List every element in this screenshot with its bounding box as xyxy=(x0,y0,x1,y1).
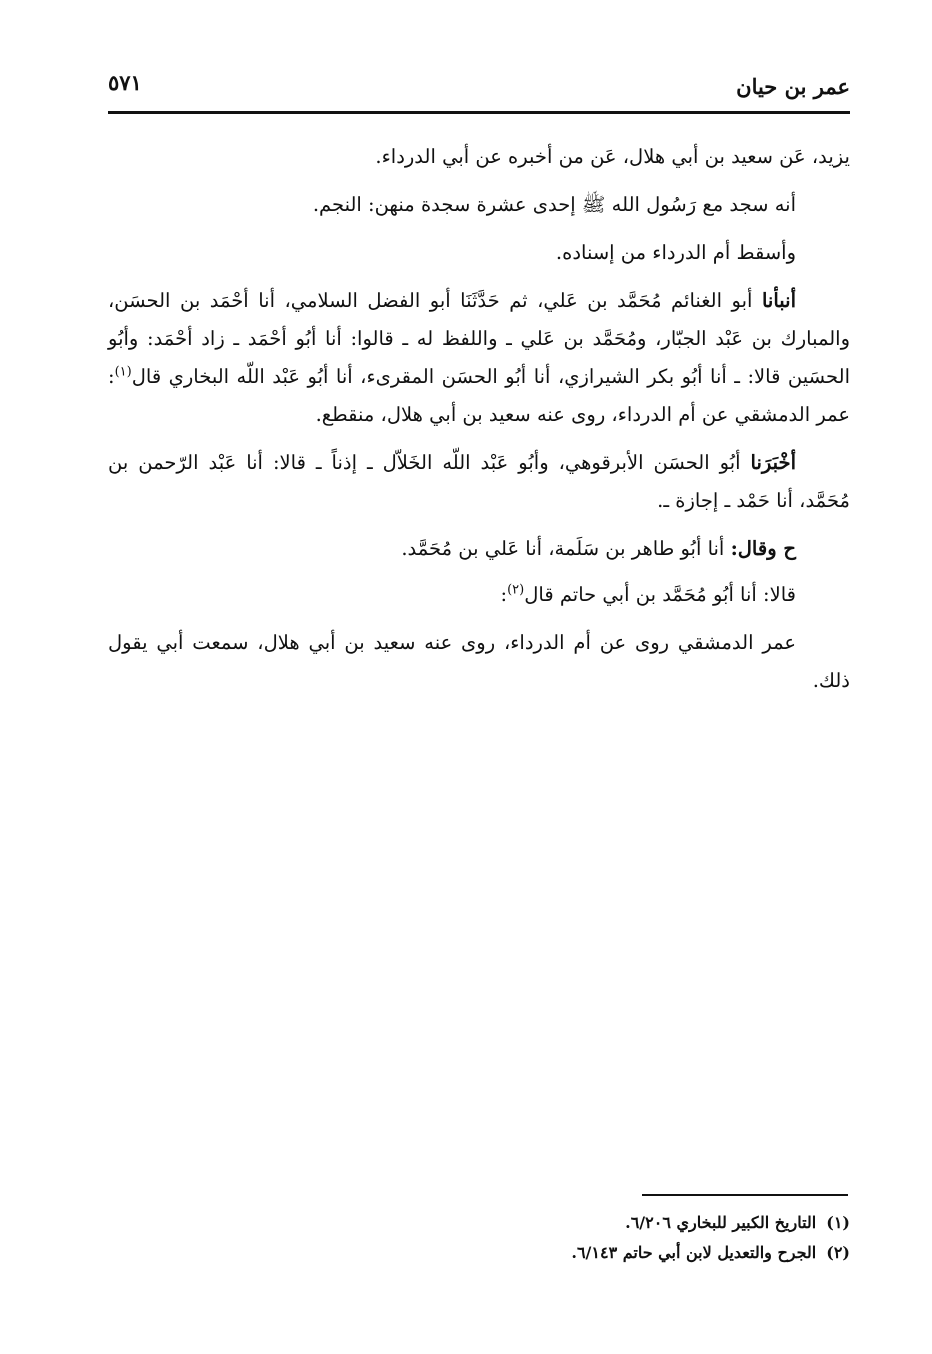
paragraph-4-tail: : عمر الدمشقي عن أم الدرداء، روى عنه سعيد بن أبي هلال، منقطع. xyxy=(108,365,850,426)
footnote-ref-1: (١) xyxy=(114,364,132,380)
paragraph-1: يزيد، عَن سعيد بن أبي هلال، عَن من أخبره عن أبي الدرداء. xyxy=(375,145,850,168)
paragraph-8: عمر الدمشقي روى عن أم الدرداء، روى عنه سعيد بن أبي هلال، سمعت أبي يقول ذلك. xyxy=(108,631,850,692)
paragraph-2: أنه سجد مع رَسُول الله ﷺ إحدى عشرة سجدة منهن: النجم. xyxy=(312,193,796,216)
footnote-number: (٢) xyxy=(826,1243,850,1262)
footnote-2 xyxy=(108,1238,850,1268)
isnad-keyword: أنبأنا xyxy=(761,289,796,312)
isnad-keyword: ح وقال: xyxy=(730,537,796,560)
header-rule xyxy=(108,111,850,114)
paragraph-4-text: أبو الغنائم مُحَمَّد بن عَلي، ثم حَدَّثَنَا أبو الفضل السلامي، أنا أحْمَد بن الحسَن، والمبارك بن عَبْد الجبّار، ومُحَمَّد بن عَلي ـ واللفظ له ـ قالوا: أنا أبُو أحْمَد ـ زاد أحْمَد: وأبُو الحسَين قالا: ـ أنا أبُو بكر الشيرازي، أنا أبُو الحسَن المقرىء، أنا أبُو عَبْد اللّه البخاري قال xyxy=(108,289,850,388)
footnote-1 xyxy=(108,1208,850,1238)
footnote-rule xyxy=(642,1194,848,1196)
paragraph-7 xyxy=(108,576,850,614)
footnote-number: (١) xyxy=(826,1213,850,1232)
page-number: ٥٧١ xyxy=(108,70,142,95)
paragraph-7-text: قالا: أنا أبُو مُحَمَّد بن أبي حاتم قال xyxy=(524,583,796,606)
footnote-ref-2: (٢) xyxy=(507,582,525,598)
paragraph-5 xyxy=(108,444,850,520)
paragraph-5-text: أبُو الحسَن الأبرقوهي، وأبُو عَبْد اللّه الخَلاّل ـ إذناً ـ قالا: أنا عَبْد الرّحمن بن مُحَمَّد، أنا حَمْد ـ إجازة ـ. xyxy=(108,451,850,512)
paragraph-3: وأسقط أم الدرداء من إسناده. xyxy=(555,241,796,264)
paragraph-4 xyxy=(108,282,850,434)
footnote-text: الجرح والتعديل لابن أبي حاتم ٦/١٤٣. xyxy=(571,1243,817,1262)
footnote-text: التاريخ الكبير للبخاري ٦/٢٠٦. xyxy=(625,1213,817,1232)
footnotes xyxy=(108,1208,850,1268)
main-text xyxy=(108,138,850,710)
running-title: عمر بن حيان xyxy=(736,74,850,99)
isnad-keyword: أخْبَرَنا xyxy=(750,451,796,474)
page-header xyxy=(108,70,850,110)
paragraph-6 xyxy=(108,530,850,568)
paragraph-7-tail: : xyxy=(500,583,508,606)
paragraph-6-text: أنا أبُو طاهر بن سَلَمة، أنا عَلي بن مُحَمَّد. xyxy=(401,537,731,560)
